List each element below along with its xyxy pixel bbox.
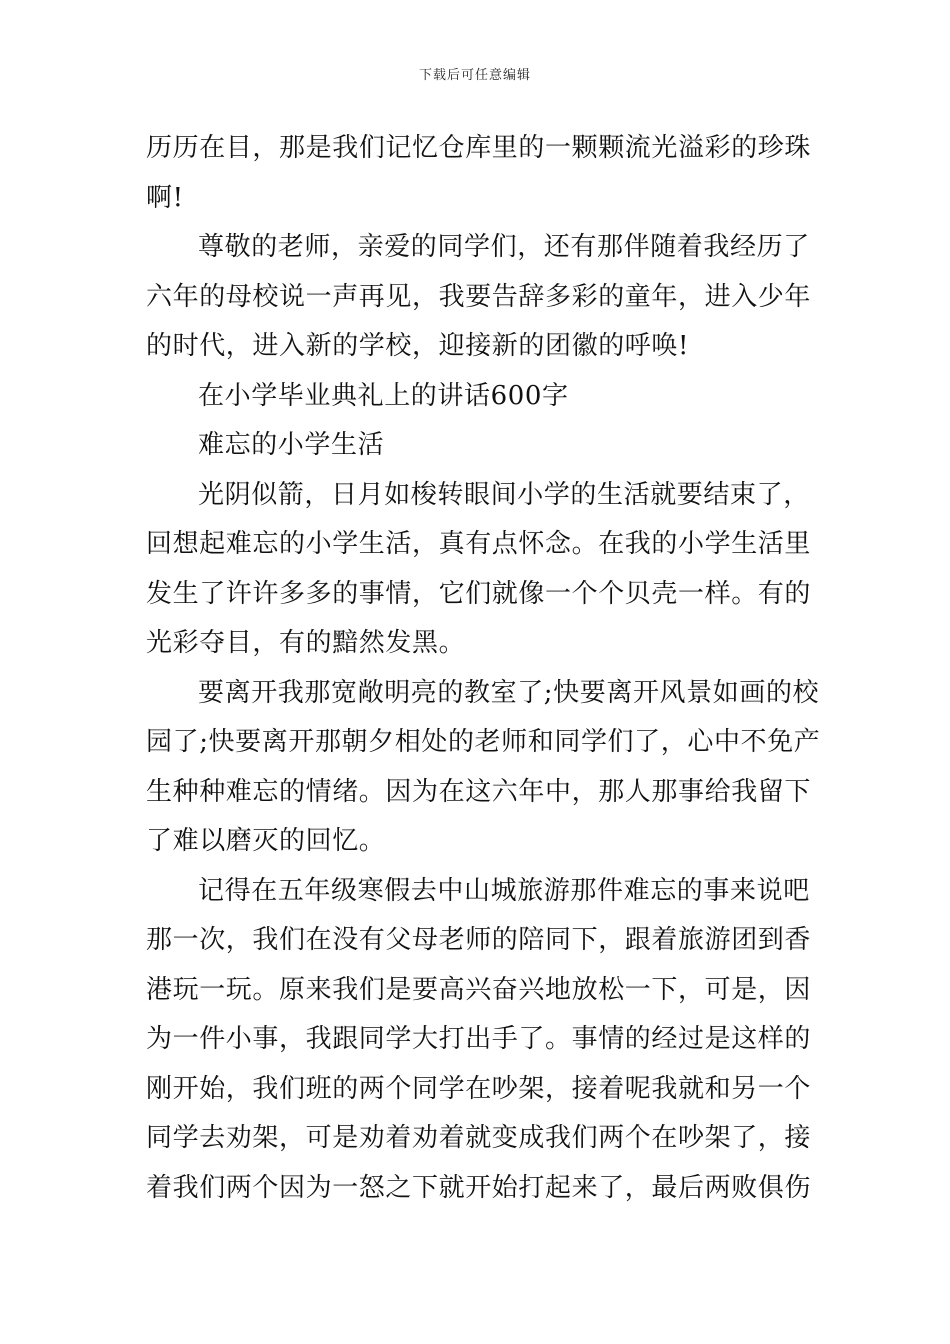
text-line: 光彩夺目，有的黯然发黑。 xyxy=(146,628,466,658)
text-line: 了难以磨灭的回忆。 xyxy=(146,826,386,856)
text-line: 园了;快要离开那朝夕相处的老师和同学们了，心中不免产 xyxy=(146,727,821,757)
paragraph-start-line: 要离开我那宽敞明亮的教室了;快要离开风景如画的校 xyxy=(198,677,820,708)
paragraph-start-line: 光阴似箭，日月如梭转眼间小学的生活就要结束了， xyxy=(198,479,810,510)
section-title: 在小学毕业典礼上的讲话600字 xyxy=(198,380,569,411)
text-line: 那一次，我们在没有父母老师的陪同下，跟着旅游团到香 xyxy=(146,925,812,955)
paragraph-start-line: 记得在五年级寒假去中山城旅游那件难忘的事来说吧 xyxy=(198,875,810,906)
text-line: 港玩一玩。原来我们是要高兴奋兴地放松一下，可是，因 xyxy=(146,974,812,1005)
text-line: 的时代，进入新的学校，迎接新的团徽的呼唤! xyxy=(146,331,690,361)
text-line: 啊! xyxy=(146,182,184,213)
text-line: 为一件小事，我跟同学大打出手了。事情的经过是这样的 xyxy=(146,1024,812,1054)
text-line: 生种种难忘的情绪。因为在这六年中，那人那事给我留下 xyxy=(146,776,812,807)
text-line: 着我们两个因为一怒之下就开始打起来了，最后两败俱伤 xyxy=(146,1172,812,1203)
body-text xyxy=(146,124,821,1213)
text-line: 同学去劝架，可是劝着劝着就变成我们两个在吵架了，接 xyxy=(146,1123,812,1153)
paragraph-start-line: 尊敬的老师，亲爱的同学们，还有那伴随着我经历了 xyxy=(198,232,810,262)
text-line: 回想起难忘的小学生活，真有点怀念。在我的小学生活里 xyxy=(146,529,812,559)
header-note: 下载后可任意编辑 xyxy=(418,68,531,83)
text-line: 刚开始，我们班的两个同学在吵架，接着呢我就和另一个 xyxy=(146,1073,812,1104)
text-line: 发生了许许多多的事情，它们就像一个个贝壳一样。有的 xyxy=(146,578,812,609)
text-line: 历历在目，那是我们记忆仓库里的一颗颗流光溢彩的珍珠 xyxy=(146,133,812,163)
essay-title: 难忘的小学生活 xyxy=(198,430,385,460)
text-line: 六年的母校说一声再见，我要告辞多彩的童年，进入少年 xyxy=(146,281,812,312)
